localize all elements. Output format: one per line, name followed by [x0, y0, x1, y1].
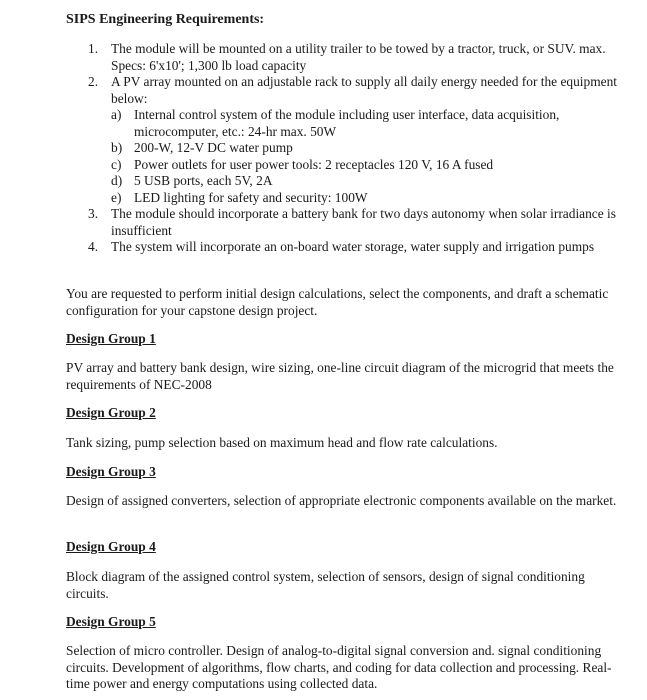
design-group-4-title: Design Group 4 — [66, 539, 156, 554]
design-group-5-text: Selection of micro controller. Design of analog-to-digital signal conversion and. signal conditioning circuits. Development of algorithms, flow charts, and coding for data collection and processing. Real-time power and energy computations using collected data. — [66, 643, 612, 691]
equipment-letter: a) — [111, 107, 122, 122]
design-group-1-text: PV array and battery bank design, wire sizing, one-line circuit diagram of the microgrid that meets the requirements of NEC-2008 — [66, 360, 614, 392]
design-group-3-text: Design of assigned converters, selection of appropriate electronic components available on the market. — [66, 493, 617, 508]
equipment-item — [111, 107, 628, 140]
equipment-text: Internal control system of the module including user interface, data acquisition, microcomputer, etc.: 24-hr max. 50W — [134, 107, 560, 139]
equipment-sublist — [111, 107, 628, 206]
design-group-4-text: Block diagram of the assigned control system, selection of sensors, design of signal conditioning circuits. — [66, 569, 585, 601]
requirement-item — [88, 41, 628, 74]
requirement-item — [88, 74, 628, 206]
design-group-1-title: Design Group 1 — [66, 331, 156, 346]
equipment-letter: e) — [111, 189, 122, 205]
requirement-number: 3. — [88, 206, 99, 221]
intro-paragraph: You are requested to perform initial design calculations, select the components, and draft a schematic configuration for your capstone design project. — [66, 286, 609, 318]
equipment-item — [111, 190, 628, 207]
equipment-text: 200-W, 12-V DC water pump — [134, 140, 293, 155]
requirement-item — [88, 206, 628, 239]
section-heading: SIPS Engineering Requirements: — [66, 12, 265, 27]
equipment-text: 5 USB ports, each 5V, 2A — [134, 173, 273, 188]
requirement-text: The system will incorporate an on-board water storage, water supply and irrigation pumps — [111, 239, 595, 254]
design-group-2-title: Design Group 2 — [66, 405, 156, 420]
requirement-text: The module will be mounted on a utility trailer to be towed by a tractor, truck, or SUV. max. Specs: 6'x10'; 1,300 lb load capacity — [111, 41, 606, 73]
equipment-item — [111, 140, 628, 157]
requirement-text: A PV array mounted on an adjustable rack to supply all daily energy needed for the equipment below: — [111, 74, 617, 106]
design-group-5-title: Design Group 5 — [66, 614, 156, 629]
design-group-2-text: Tank sizing, pump selection based on maximum head and flow rate calculations. — [66, 435, 498, 450]
equipment-item — [111, 157, 628, 174]
requirement-item — [88, 239, 628, 256]
equipment-letter: b) — [111, 140, 123, 155]
equipment-letter: c) — [111, 156, 122, 172]
equipment-letter: d) — [111, 173, 123, 188]
requirement-number: 2. — [88, 74, 99, 89]
design-group-3-title: Design Group 3 — [66, 464, 156, 479]
requirement-number: 1. — [88, 41, 99, 56]
equipment-text: Power outlets for user power tools: 2 receptacles 120 V, 16 A fused — [134, 156, 494, 172]
equipment-text: LED lighting for safety and security: 100W — [134, 189, 368, 205]
equipment-item — [111, 173, 628, 190]
requirement-number: 4. — [88, 239, 99, 254]
requirement-text: The module should incorporate a battery bank for two days autonomy when solar irradiance is insufficient — [111, 206, 616, 238]
requirements-list — [88, 41, 628, 256]
